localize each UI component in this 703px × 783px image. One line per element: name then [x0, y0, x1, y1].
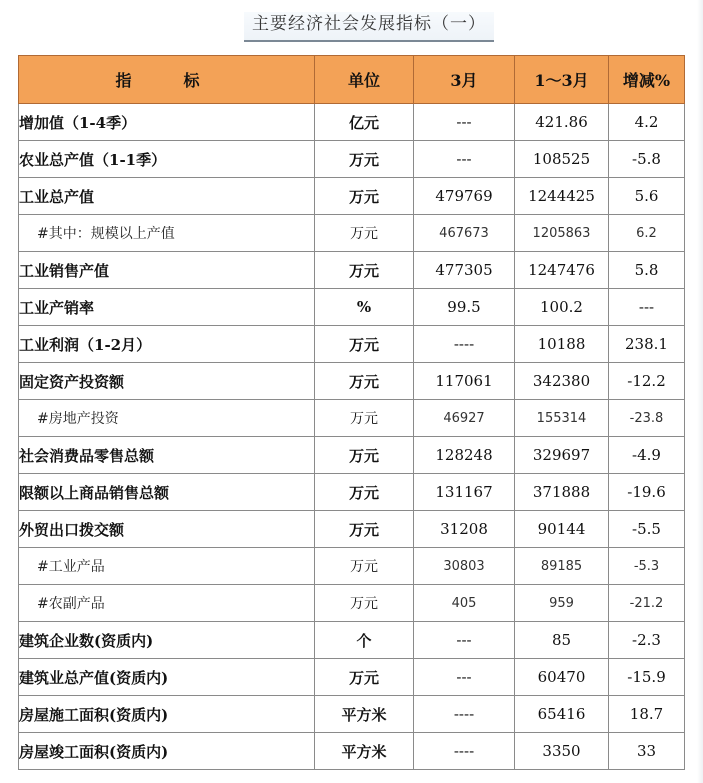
ytd-value-cell: 959	[515, 585, 609, 622]
ytd-value-cell: 3350	[515, 733, 609, 770]
indicator-name-cell: #农副产品	[19, 585, 315, 622]
change-percent-cell: 4.2	[609, 104, 685, 141]
indicator-name-cell: 固定资产投资额	[19, 363, 315, 400]
table-row	[19, 215, 685, 252]
change-percent-cell: 33	[609, 733, 685, 770]
change-percent-cell: 5.8	[609, 252, 685, 289]
change-percent-cell: -23.8	[609, 400, 685, 437]
ytd-value-cell: 329697	[515, 437, 609, 474]
unit-cell: 万元	[315, 511, 414, 548]
change-percent-cell: -2.3	[609, 622, 685, 659]
indicator-name-cell: 建筑业总产值(资质内)	[19, 659, 315, 696]
march-value-cell: 117061	[414, 363, 515, 400]
march-value-cell: 479769	[414, 178, 515, 215]
indicator-name-cell: 工业利润（1-2月）	[19, 326, 315, 363]
ytd-value-cell: 1205863	[515, 215, 609, 252]
unit-cell: 平方米	[315, 733, 414, 770]
indicator-name-cell: #其中：规模以上产值	[19, 215, 315, 252]
march-value-cell: 31208	[414, 511, 515, 548]
table-row	[19, 659, 685, 696]
table-row	[19, 585, 685, 622]
table-row	[19, 474, 685, 511]
march-value-cell: ----	[414, 696, 515, 733]
indicator-name-cell: #房地产投资	[19, 400, 315, 437]
march-value-cell: 131167	[414, 474, 515, 511]
ytd-value-cell: 85	[515, 622, 609, 659]
unit-cell: 万元	[315, 363, 414, 400]
table-row	[19, 437, 685, 474]
unit-cell: 亿元	[315, 104, 414, 141]
col-header-unit: 单位	[315, 56, 414, 104]
ytd-value-cell: 100.2	[515, 289, 609, 326]
table-row	[19, 363, 685, 400]
table-row	[19, 178, 685, 215]
table-row	[19, 400, 685, 437]
indicator-name-cell: 社会消费品零售总额	[19, 437, 315, 474]
indicator-name-cell: 建筑企业数(资质内)	[19, 622, 315, 659]
march-value-cell: 46927	[414, 400, 515, 437]
change-percent-cell: -15.9	[609, 659, 685, 696]
page-edge-shadow	[697, 0, 703, 783]
ytd-value-cell: 90144	[515, 511, 609, 548]
change-percent-cell: 5.6	[609, 178, 685, 215]
change-percent-cell: -4.9	[609, 437, 685, 474]
march-value-cell: 128248	[414, 437, 515, 474]
unit-cell: 万元	[315, 178, 414, 215]
march-value-cell: ---	[414, 659, 515, 696]
table-row	[19, 733, 685, 770]
march-value-cell: 405	[414, 585, 515, 622]
indicator-table	[18, 55, 685, 770]
ytd-value-cell: 60470	[515, 659, 609, 696]
unit-cell: 万元	[315, 215, 414, 252]
indicator-name-cell: 增加值（1-4季）	[19, 104, 315, 141]
table-header	[19, 56, 685, 104]
page-title: 主要经济社会发展指标（一）	[244, 12, 494, 42]
unit-cell: 万元	[315, 437, 414, 474]
unit-cell: 万元	[315, 141, 414, 178]
unit-cell: 万元	[315, 659, 414, 696]
march-value-cell: ---	[414, 104, 515, 141]
header-row	[19, 56, 685, 104]
table-row	[19, 326, 685, 363]
ytd-value-cell: 108525	[515, 141, 609, 178]
change-percent-cell: -21.2	[609, 585, 685, 622]
table-row	[19, 548, 685, 585]
unit-cell: 平方米	[315, 696, 414, 733]
unit-cell: 万元	[315, 326, 414, 363]
table-row	[19, 696, 685, 733]
indicator-name-cell: 限额以上商品销售总额	[19, 474, 315, 511]
change-percent-cell: -5.8	[609, 141, 685, 178]
unit-cell: 万元	[315, 474, 414, 511]
indicator-name-cell: 工业销售产值	[19, 252, 315, 289]
indicator-name-cell: 工业产销率	[19, 289, 315, 326]
col-header-indicator: 指 标	[19, 56, 315, 104]
change-percent-cell: -12.2	[609, 363, 685, 400]
unit-cell: 万元	[315, 400, 414, 437]
title-area	[0, 0, 703, 48]
table-row	[19, 511, 685, 548]
change-percent-cell: -5.3	[609, 548, 685, 585]
unit-cell: 万元	[315, 252, 414, 289]
ytd-value-cell: 155314	[515, 400, 609, 437]
unit-cell: 个	[315, 622, 414, 659]
col-header-month: 3月	[414, 56, 515, 104]
march-value-cell: 30803	[414, 548, 515, 585]
march-value-cell: ----	[414, 326, 515, 363]
change-percent-cell: -19.6	[609, 474, 685, 511]
ytd-value-cell: 421.86	[515, 104, 609, 141]
unit-cell: 万元	[315, 585, 414, 622]
indicator-name-cell: 房屋竣工面积(资质内)	[19, 733, 315, 770]
ytd-value-cell: 371888	[515, 474, 609, 511]
march-value-cell: 99.5	[414, 289, 515, 326]
col-header-change: 增减%	[609, 56, 685, 104]
march-value-cell: 477305	[414, 252, 515, 289]
change-percent-cell: 238.1	[609, 326, 685, 363]
ytd-value-cell: 65416	[515, 696, 609, 733]
unit-cell: %	[315, 289, 414, 326]
indicator-name-cell: 工业总产值	[19, 178, 315, 215]
march-value-cell: 467673	[414, 215, 515, 252]
table-body	[19, 104, 685, 770]
ytd-value-cell: 1244425	[515, 178, 609, 215]
march-value-cell: ---	[414, 622, 515, 659]
ytd-value-cell: 10188	[515, 326, 609, 363]
march-value-cell: ----	[414, 733, 515, 770]
unit-cell: 万元	[315, 548, 414, 585]
change-percent-cell: -5.5	[609, 511, 685, 548]
col-header-ytd: 1～3月	[515, 56, 609, 104]
indicator-name-cell: #工业产品	[19, 548, 315, 585]
change-percent-cell: 6.2	[609, 215, 685, 252]
change-percent-cell: 18.7	[609, 696, 685, 733]
ytd-value-cell: 89185	[515, 548, 609, 585]
table-row	[19, 141, 685, 178]
indicator-name-cell: 外贸出口拨交额	[19, 511, 315, 548]
table-row	[19, 104, 685, 141]
table-row	[19, 622, 685, 659]
table-row	[19, 252, 685, 289]
ytd-value-cell: 342380	[515, 363, 609, 400]
table-row	[19, 289, 685, 326]
march-value-cell: ---	[414, 141, 515, 178]
ytd-value-cell: 1247476	[515, 252, 609, 289]
change-percent-cell: ---	[609, 289, 685, 326]
indicator-name-cell: 农业总产值（1-1季）	[19, 141, 315, 178]
indicator-name-cell: 房屋施工面积(资质内)	[19, 696, 315, 733]
